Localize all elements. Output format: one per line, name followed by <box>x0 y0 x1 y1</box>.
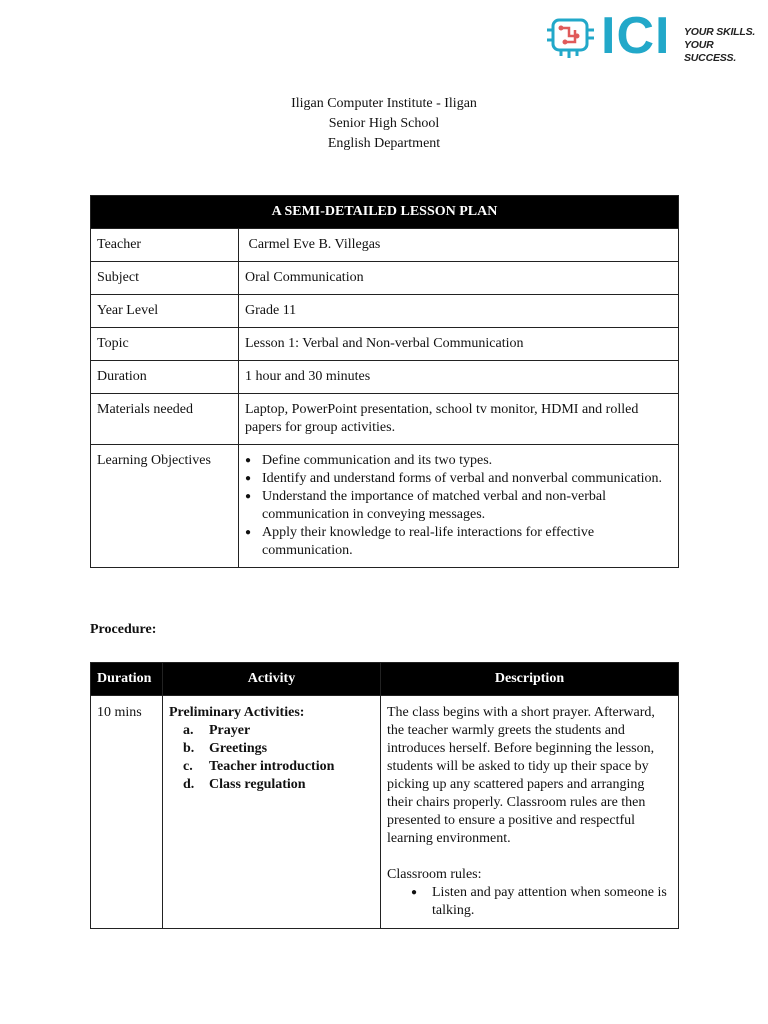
row-duration: 10 mins <box>91 696 163 929</box>
table-row <box>91 361 679 394</box>
row-activity <box>163 696 381 929</box>
description-header: Description <box>381 663 679 696</box>
logo-wordmark: ICI <box>601 7 671 65</box>
materials-value: Laptop, PowerPoint presentation, school tv monitor, HDMI and rolled papers for group activities. <box>239 394 679 445</box>
activity-text: Teacher introduction <box>209 759 335 774</box>
activity-text: Class regulation <box>209 777 306 792</box>
teacher-value: Carmel Eve B. Villegas <box>239 229 679 262</box>
duration-header: Duration <box>91 663 163 696</box>
list-item: ● Apply their knowledge to real-life interactions for effective communication. <box>245 524 672 560</box>
activity-header: Activity <box>163 663 381 696</box>
department-name: English Department <box>327 136 441 151</box>
list-marker: a. <box>183 723 194 738</box>
activity-title: Preliminary Activities: <box>169 705 305 720</box>
school-level: Senior High School <box>328 116 440 131</box>
table-row <box>91 394 679 445</box>
logo-tagline-line1: YOUR SKILLS. <box>684 26 756 38</box>
list-item: ● Define communication and its two types. <box>245 452 672 470</box>
school-header <box>0 94 768 154</box>
list-marker: b. <box>183 741 195 756</box>
procedure-heading: Procedure: <box>90 622 157 637</box>
subject-value: Oral Communication <box>239 262 679 295</box>
logo-tagline <box>684 26 757 65</box>
duration-value: 1 hour and 30 minutes <box>239 361 679 394</box>
institute-name: Iligan Computer Institute - Iligan <box>291 96 477 111</box>
activity-text: Greetings <box>209 741 268 756</box>
objectives-list <box>245 452 672 560</box>
year-level-value: Grade 11 <box>239 295 679 328</box>
table-row <box>91 696 679 929</box>
list-item <box>183 740 374 758</box>
list-marker: c. <box>183 759 193 774</box>
activity-text: Prayer <box>209 723 251 738</box>
ici-logo <box>547 7 757 66</box>
duration-label: Duration <box>91 361 239 394</box>
procedure-table <box>90 662 679 929</box>
table-row <box>91 328 679 361</box>
list-item <box>183 758 374 776</box>
topic-value: Lesson 1: Verbal and Non-verbal Communication <box>239 328 679 361</box>
list-item <box>183 776 374 794</box>
list-item: ● Understand the importance of matched verbal and non-verbal communication in conveying messages. <box>245 488 672 524</box>
rules-label: Classroom rules: <box>387 867 482 882</box>
table-row <box>91 229 679 262</box>
lesson-plan-title: A SEMI-DETAILED LESSON PLAN <box>91 196 679 229</box>
table-row <box>91 295 679 328</box>
objectives-cell <box>239 445 679 568</box>
materials-label: Materials needed <box>91 394 239 445</box>
circuit-chip-icon <box>547 16 597 62</box>
table-row <box>91 445 679 568</box>
activity-list <box>169 722 374 794</box>
logo-tagline-line2: YOUR SUCCESS. <box>684 39 737 64</box>
row-description <box>381 696 679 929</box>
description-text: The class begins with a short prayer. Afterward, the teacher warmly greets the students and introduces herself. Before beginning the lesson, students will be asked to tidy up their space by picking up any scattered papers and arranging their chairs properly. Classroom rules are then presented to ensure a positive and respectful learning environment. <box>387 705 655 846</box>
list-marker: d. <box>183 777 195 792</box>
objectives-label: Learning Objectives <box>91 445 239 568</box>
topic-label: Topic <box>91 328 239 361</box>
subject-label: Subject <box>91 262 239 295</box>
table-row <box>91 262 679 295</box>
year-level-label: Year Level <box>91 295 239 328</box>
list-item <box>183 722 374 740</box>
list-item: ● Listen and pay attention when someone is talking. <box>431 884 672 920</box>
lesson-plan-table <box>90 195 679 568</box>
rules-list <box>387 884 672 920</box>
list-item: ● Identify and understand forms of verbal and nonverbal communication. <box>245 470 672 488</box>
teacher-label: Teacher <box>91 229 239 262</box>
